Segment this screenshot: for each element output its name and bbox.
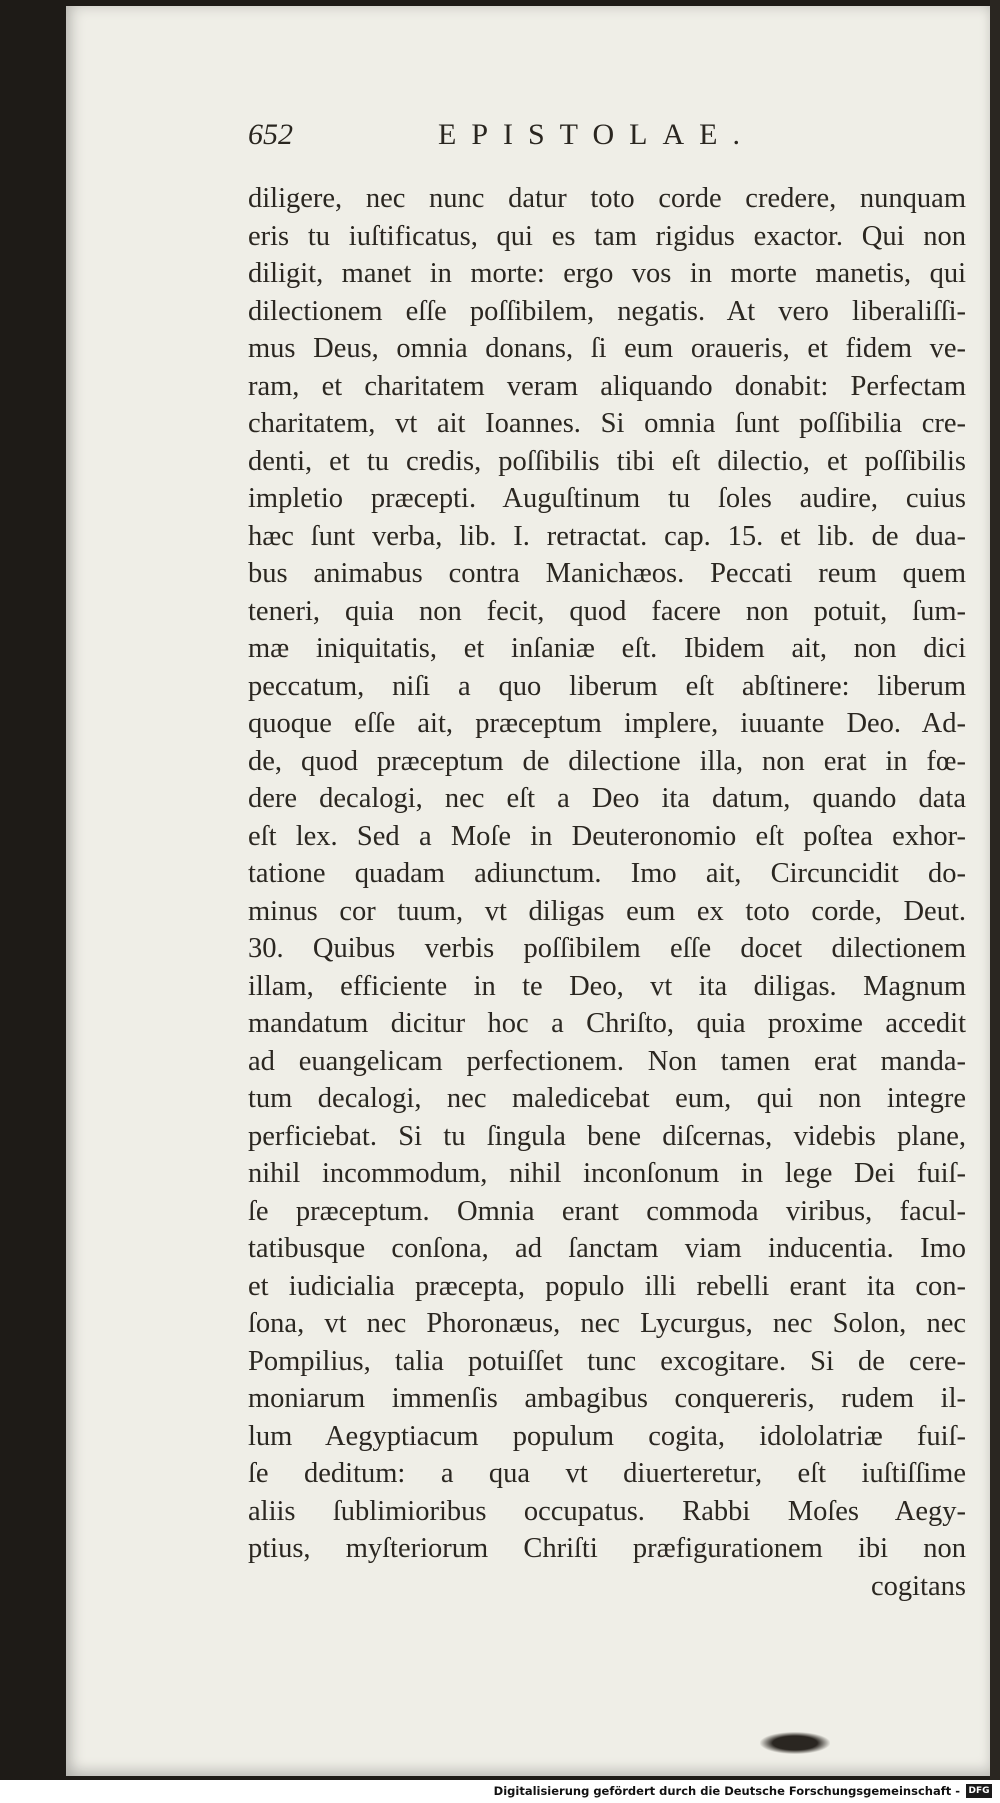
- running-title: EPISTOLAE.: [438, 118, 755, 151]
- text-line: dilectionem eſſe poſſibilem, negatis. At vero liberaliſſi-: [248, 295, 966, 327]
- text-line: lum Aegyptiacum populum cogita, idololatriæ fuiſ-: [248, 1420, 966, 1452]
- text-line: ptius, myſteriorum Chriſti præfigurationem ibi non: [248, 1533, 966, 1564]
- text-line: peccatum, niſi a quo liberum eſt abſtinere: liberum: [248, 670, 966, 702]
- text-line: mæ iniquitatis, et inſaniæ eſt. Ibidem ait, non dici: [248, 633, 966, 664]
- text-line: denti, et tu credis, poſſibilis tibi eſt dilectio, et poſſibilis: [248, 445, 966, 477]
- body-text: [248, 180, 966, 1605]
- text-line: ſona, vt nec Phoronæus, nec Lycurgus, nec Solon, nec: [248, 1308, 966, 1339]
- text-line: et iudicialia præcepta, populo illi rebelli erant ita con-: [248, 1270, 966, 1302]
- text-line: tum decalogi, nec maledicebat eum, qui non integre: [248, 1083, 966, 1114]
- text-line: dere decalogi, nec eſt a Deo ita datum, quando data: [248, 783, 966, 814]
- digitization-footer: [0, 1780, 1000, 1803]
- text-line: ad euangelicam perfectionem. Non tamen erat manda-: [248, 1045, 966, 1077]
- text-line: charitatem, vt ait Ioannes. Si omnia ſunt poſſibilia cre-: [248, 408, 966, 439]
- text-line: diligere, nec nunc datur toto corde credere, nunquam: [248, 183, 966, 214]
- page-number: 652: [248, 118, 293, 151]
- text-line: impletio præcepti. Auguſtinum tu ſoles audire, cuius: [248, 483, 966, 514]
- text-line: 30. Quibus verbis poſſibilem eſſe docet dilectionem: [248, 933, 966, 964]
- text-line: moniarum immenſis ambagibus conquereris, rudem il-: [248, 1383, 966, 1414]
- text-line: bus animabus contra Manichæos. Peccati reum quem: [248, 558, 966, 589]
- text-line: mandatum dicitur hoc a Chriſto, quia proxime accedit: [248, 1008, 966, 1039]
- scan-right-edge: [990, 0, 1000, 1780]
- text-line: illam, efficiente in te Deo, vt ita diligas. Magnum: [248, 970, 966, 1002]
- text-line: eſt lex. Sed a Moſe in Deuteronomio eſt poſtea exhor-: [248, 820, 966, 852]
- funding-credit: Digitalisierung gefördert durch die Deutsche Forschungsgemeinschaft -: [493, 1784, 960, 1798]
- page-bottom-ornament: [760, 1732, 830, 1754]
- text-line: tatibusque conſona, ad ſanctam viam inducentia. Imo: [248, 1233, 966, 1264]
- text-line: ſe deditum: a qua vt diuerteretur, eſt iuſtiſſime: [248, 1458, 966, 1489]
- text-line: mus Deus, omnia donans, ſi eum oraueris, et fidem ve-: [248, 333, 966, 364]
- text-line: perficiebat. Si tu ſingula bene diſcernas, videbis plane,: [248, 1120, 966, 1152]
- text-line: hæc ſunt verba, lib. I. retractat. cap. 15. et lib. de dua-: [248, 520, 966, 552]
- text-line: nihil incommodum, nihil inconſonum in lege Dei fuiſ-: [248, 1158, 966, 1189]
- text-line: ram, et charitatem veram aliquando donabit: Perfectam: [248, 370, 966, 402]
- text-line: tatione quadam adiunctum. Imo ait, Circuncidit do-: [248, 858, 966, 889]
- text-line: diligit, manet in morte: ergo vos in morte manetis, qui: [248, 258, 966, 289]
- dfg-logo: DFG: [966, 1784, 992, 1798]
- text-line: minus cor tuum, vt diligas eum ex toto corde, Deut.: [248, 895, 966, 927]
- text-line: Pompilius, talia potuiſſet tunc excogitare. Si de cere-: [248, 1345, 966, 1377]
- running-head: [248, 110, 808, 170]
- catchword: cogitans: [871, 1570, 966, 1602]
- text-line: ſe præceptum. Omnia erant commoda viribus, facul-: [248, 1195, 966, 1227]
- text-line: teneri, quia non fecit, quod facere non potuit, ſum-: [248, 595, 966, 627]
- text-line: aliis ſublimioribus occupatus. Rabbi Moſes Aegy-: [248, 1495, 966, 1527]
- text-line: quoque eſſe ait, præceptum implere, iuuante Deo. Ad-: [248, 708, 966, 739]
- text-line: de, quod præceptum de dilectione illa, non erat in fœ-: [248, 745, 966, 777]
- text-line: eris tu iuſtificatus, qui es tam rigidus exactor. Qui non: [248, 220, 966, 252]
